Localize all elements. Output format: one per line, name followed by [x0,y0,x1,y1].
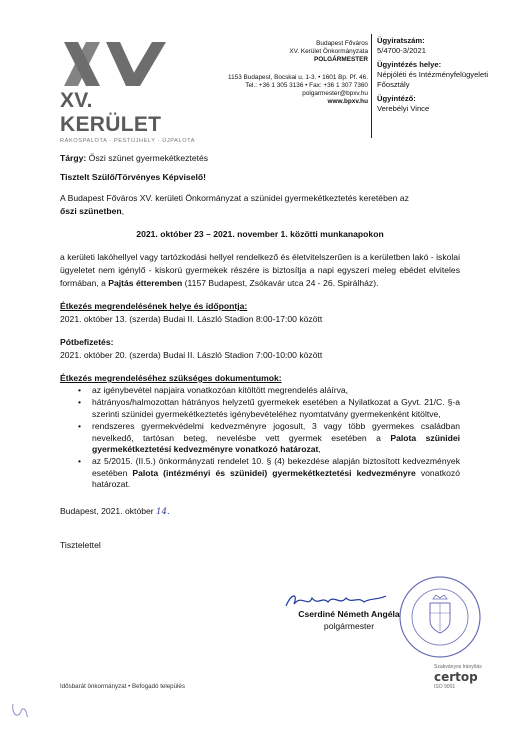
intro-bold: őszi szünetben [60,206,122,216]
subject-line [60,152,460,165]
letter-body [60,152,460,552]
signer-title: polgármester [323,621,375,631]
department-label: Ügyintézés helye: [377,60,442,69]
logo-name: XV. KERÜLET [60,89,162,136]
salutation: Tisztelt Szülő/Törvényes Képviselő! [60,172,206,182]
extra-payment-text: 2021. október 20. (szerda) Budai II. László Stadion 7:00-10:00 között [60,350,323,360]
office-line: XV. Kerület Önkormányzata [289,48,368,56]
order-heading: Étkezés megrendelésének helye és időpontja: [60,301,248,311]
case-number-label: Ügyiratszám: [377,36,425,45]
cert-name: certop [434,670,478,684]
subject-label: Tárgy: [60,153,87,163]
place-date: Budapest, 2021. október 14. [60,505,170,517]
signer-block [284,608,414,632]
order-text: 2021. október 13. (szerda) Budai II. László Stadion 8:00-17:00 között [60,314,323,324]
closing: Tisztelettel [60,539,101,550]
office-phone: Tel.: +36 1 305 3136 • Fax: +36 1 307 7360 [245,81,368,89]
service-paragraph: a kerületi lakóhellyel vagy tartózkodási hellyel rendelkező és életvitelszerűen is a kerületben lakó - iskolai ügyeletet nem igénylő - kiskorú gyermekek részére is biztosítja a napi egyszeri meleg ebédet elviteles formában, a Pajtás étteremben (1157 Budapest, Zsókavár utca 24 - 26. Spirálház). [60,252,460,288]
cert-iso: ISO 9001 [434,684,456,690]
office-line: Budapest Főváros [316,40,368,47]
department-value: Népjóléti és Intézményfelügyeleti Főosztály [377,70,489,89]
office-address-block [178,40,368,106]
cert-caption: Szabványos Irányítás [434,664,482,670]
list-item: • az 5/2015. (II.5.) önkormányzati rendelet 10. § (4) bekezdése alapján biztosított kedvezmények esetében Palota (intézményi és szünidei) gyermekétkeztetési kedvezményre vonatkozó határozat. [78,456,460,490]
logo-subtitle: RÁKOSPALOTA · PESTÚJHELY · ÚJPALOTA [60,138,196,144]
margin-scribble-icon [10,700,30,720]
office-title: POLGÁRMESTER [314,56,368,64]
list-item: • hátrányos/halmozottan hátrányos helyzetű gyermekek esetében a Nyilatkozat a Gyvt. 21/C. §-a szerinti szünidei gyermekétkeztetés igénybevételéhez nyomtatvány gyermekenként kitöltve, [78,397,460,420]
documents-heading: Étkezés megrendeléséhez szükséges dokumentumok: [60,373,282,383]
subject-text: Őszi szünet gyermekétkeztetés [88,153,209,163]
header-divider [371,34,372,138]
list-item: • az igénybevétel napjaira vonatkozóan kitöltött megrendelés aláírva, [78,385,460,396]
official-stamp-icon [398,575,482,659]
clerk-label: Ügyintéző: [377,94,416,103]
footer-text: Idősbarát önkormányzat • Befogadó település [60,683,185,690]
intro-paragraph: A Budapest Főváros XV. kerületi Önkormányzat a szünidei gyermekétkeztetés keretében az őszi szünetben, [60,193,409,216]
date-range: 2021. október 23 – 2021. november 1. közötti munkanapokon [136,229,384,239]
office-email: polgarmester@bpxv.hu [302,90,368,98]
office-address: 1153 Budapest, Bocskai u. 1-3. • 1601 Bp. Pf. 46. [228,73,368,81]
extra-payment-heading: Pótbefizetés: [60,337,114,347]
signer-name: Cserdiné Németh Angéla [298,609,400,619]
handwritten-day: 14. [156,506,170,517]
office-web: www.bpxv.hu [327,98,368,106]
list-item: • rendszeres gyermekvédelmi kedvezményre jogosult, 3 vagy több gyermekes családban nevelkedő, tartósan beteg, nevelésbe vett gyermek esetében a Palota szünidei gyermekétkeztetési kedvezményre vonatkozó határozat, [78,421,460,455]
case-meta [377,36,507,118]
documents-list [78,385,460,491]
case-number-value: 5/4700-3/2021 [377,46,426,55]
clerk-value: Verebélyi Vince [377,104,430,113]
xv-emblem-icon [60,40,172,88]
certification-badge [434,664,494,690]
